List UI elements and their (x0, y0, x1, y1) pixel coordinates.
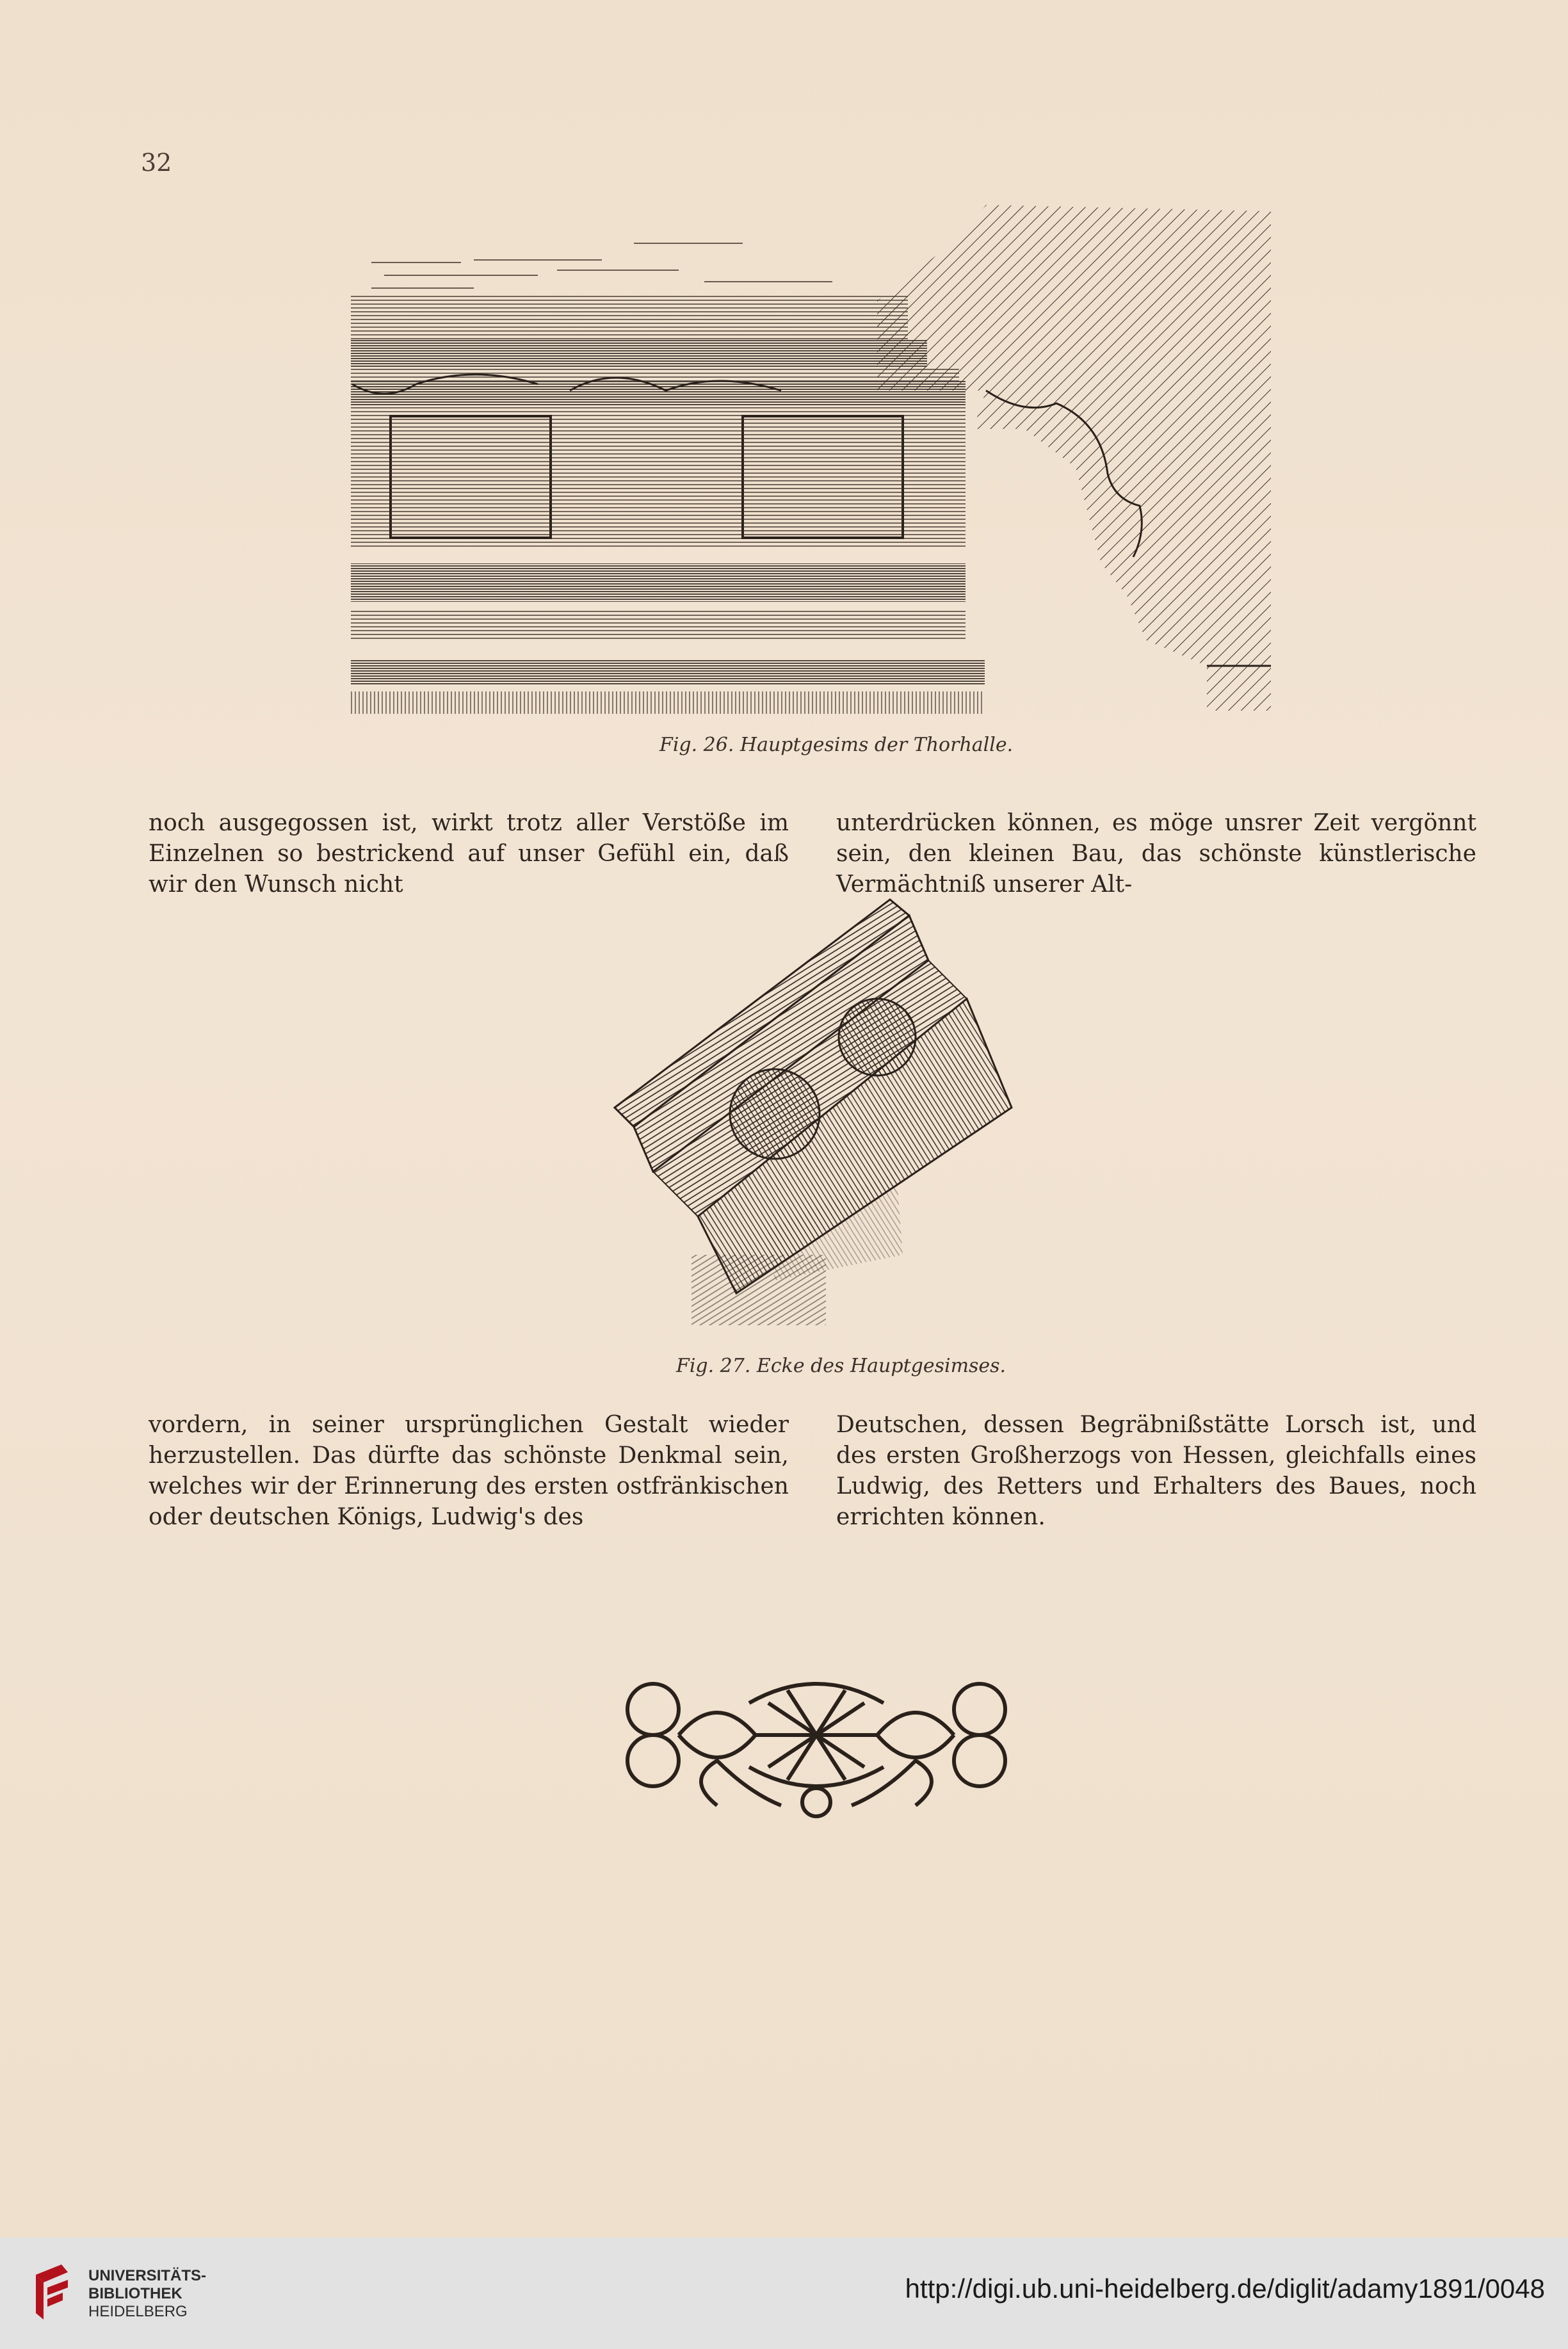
figure-26-cornice-elevation (346, 198, 1281, 717)
text-block-2-left-column (149, 1410, 789, 1533)
library-name (88, 2267, 206, 2321)
interlace-ornament (621, 1665, 1012, 1825)
library-name-line-3: HEIDELBERG (88, 2303, 188, 2320)
paragraph: Deutschen, dessen Begräbnißstätte Lorsch ist, und des ersten Großherzogs von Hessen, gleichfalls eines Ludwig, des Retters und Erhalters des Baues, noch errichten können. (836, 1412, 1476, 1530)
figure-26-caption: Fig. 26. Hauptgesims der Thorhalle. (659, 734, 1014, 756)
figure-27-cornice-corner (608, 896, 1018, 1325)
permalink-url[interactable]: http://digi.ub.uni-heidelberg.de/diglit/adamy1891/0048 (905, 2273, 1545, 2304)
text-block-2-right-column (836, 1410, 1476, 1533)
figure-27-caption: Fig. 27. Ecke des Hauptgesimses. (676, 1355, 1006, 1377)
digitization-footer (0, 2238, 1568, 2349)
library-name-line-2: BIBLIOTHEK (88, 2285, 182, 2302)
text-block-1-left-column (149, 808, 789, 900)
library-name-line-1: UNIVERSITÄTS- (88, 2267, 207, 2284)
paragraph: vordern, in seiner ursprünglichen Gestalt wieder herzustellen. Das dürfte das schönste Denkmal sein, welches wir der Erinnerung des ersten ostfränkischen oder deutschen Königs, Ludwig's des (149, 1412, 789, 1530)
library-logo-icon (29, 2262, 74, 2323)
text-block-1-right-column (836, 808, 1476, 900)
page-number: 32 (141, 149, 172, 177)
paragraph: noch ausgegossen ist, wirkt trotz aller Verstöße im Einzelnen so bestrickend auf unser Gefühl ein, daß wir den Wunsch nicht (149, 810, 789, 898)
paragraph: unterdrücken können, es möge unsrer Zeit vergönnt sein, den kleinen Bau, das schönste künstlerische Vermächtniß unserer Alt- (836, 810, 1476, 898)
